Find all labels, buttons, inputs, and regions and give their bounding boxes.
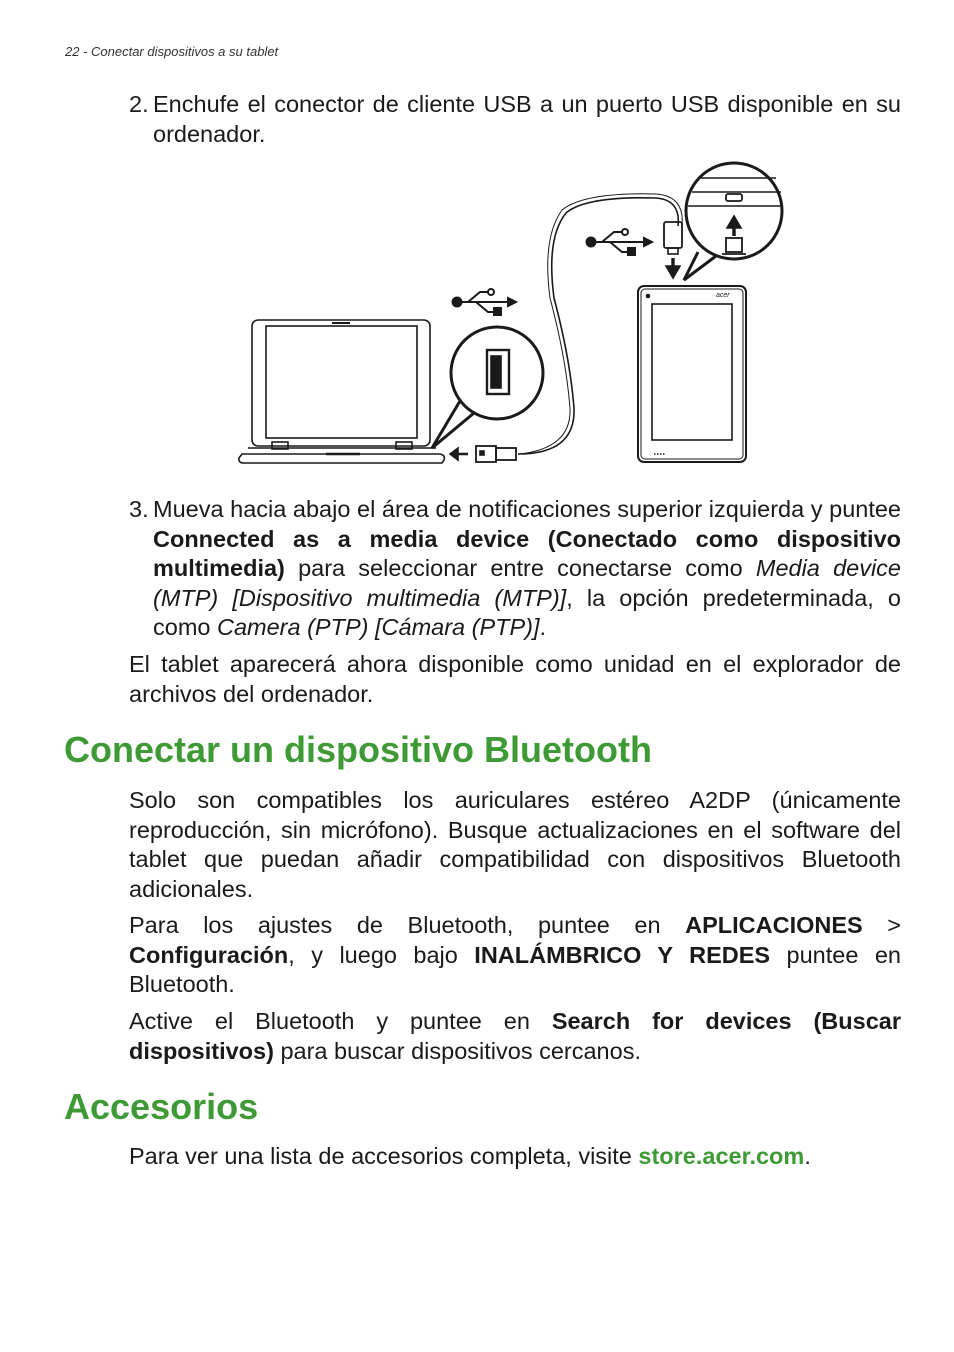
- text-run: Para los ajustes de Bluetooth, puntee en: [129, 912, 686, 938]
- tablet-illustration: [638, 286, 746, 462]
- micro-usb-plug: [664, 222, 682, 278]
- text-run: para buscar dispositivos cercanos.: [273, 1037, 641, 1064]
- step-number: 2.: [129, 91, 149, 117]
- ui-label-apps: APLICACIONES: [685, 912, 863, 938]
- text-run: Active el Bluetooth y puntee en: [129, 1008, 552, 1034]
- text-run: .: [804, 1143, 811, 1169]
- text-run: , la opción predeterminada, o como: [153, 584, 901, 641]
- section-heading-accessories: Accesorios: [64, 1086, 259, 1127]
- text-run: para seleccionar entre conectarse como: [284, 555, 756, 582]
- ui-label-settings: Configuración: [129, 941, 289, 968]
- text-run: Mueva hacia abajo el área de notificaciones superior izquierda y puntee: [153, 496, 901, 522]
- bluetooth-paragraph-2: [129, 911, 901, 1000]
- laptop-illustration: [239, 320, 445, 463]
- text-run: puntee en Bluetooth.: [129, 941, 901, 998]
- usb-connection-illustration: [236, 158, 788, 470]
- text-run: >: [862, 912, 901, 938]
- usb-a-plug: [450, 446, 516, 462]
- laptop-usb-port-callout: [432, 327, 543, 448]
- step-text: Enchufe el conector de cliente USB a un puerto USB disponible en su ordenador.: [153, 91, 901, 147]
- step-text: [153, 495, 901, 643]
- text-run: .: [539, 614, 547, 641]
- running-head: 22 - Conectar dispositivos a su tablet: [65, 44, 279, 59]
- section-heading-bluetooth: Conectar un dispositivo Bluetooth: [64, 729, 653, 770]
- accessories-paragraph: [129, 1142, 901, 1172]
- option-camera: Camera (PTP) [Cámara (PTP)]: [217, 614, 540, 641]
- bluetooth-paragraph-1: Solo son compatibles los auriculares estéreo A2DP (únicamente reproducción, sin micrófono). Busque actualizaciones en el software del tablet que puedan añadir compatibilidad con dispositivos Bluetooth adicionales.: [129, 787, 901, 902]
- usb-cable: [518, 198, 678, 454]
- usb-symbol-tablet: [587, 229, 653, 255]
- after-steps-paragraph: El tablet aparecerá ahora disponible como unidad en el explorador de archivos del ordenador.: [129, 651, 901, 707]
- store-link[interactable]: store.acer.com: [638, 1143, 805, 1169]
- ui-label-connected-as-media-device: Connected as a media device (Conectado como dispositivo multimedia): [153, 525, 901, 582]
- usb-symbol-laptop: [453, 289, 517, 315]
- step-2: [129, 90, 901, 149]
- tablet-usb-port-callout: [684, 163, 782, 280]
- option-media-device: Media device (MTP) [Dispositivo multimedia (MTP)]: [153, 555, 901, 611]
- text-run: , y luego bajo: [288, 941, 475, 968]
- step-3: [129, 495, 901, 643]
- step-number: 3.: [129, 496, 149, 522]
- bluetooth-paragraph-3: [129, 1007, 901, 1066]
- ui-label-wireless-networks: INALÁMBRICO Y REDES: [474, 941, 771, 968]
- tablet-brand-label: acer: [716, 292, 730, 299]
- text-run: Para ver una lista de accesorios completa, visite: [129, 1143, 639, 1169]
- ui-label-search-for-devices: Search for devices (Buscar dispositivos): [129, 1008, 901, 1064]
